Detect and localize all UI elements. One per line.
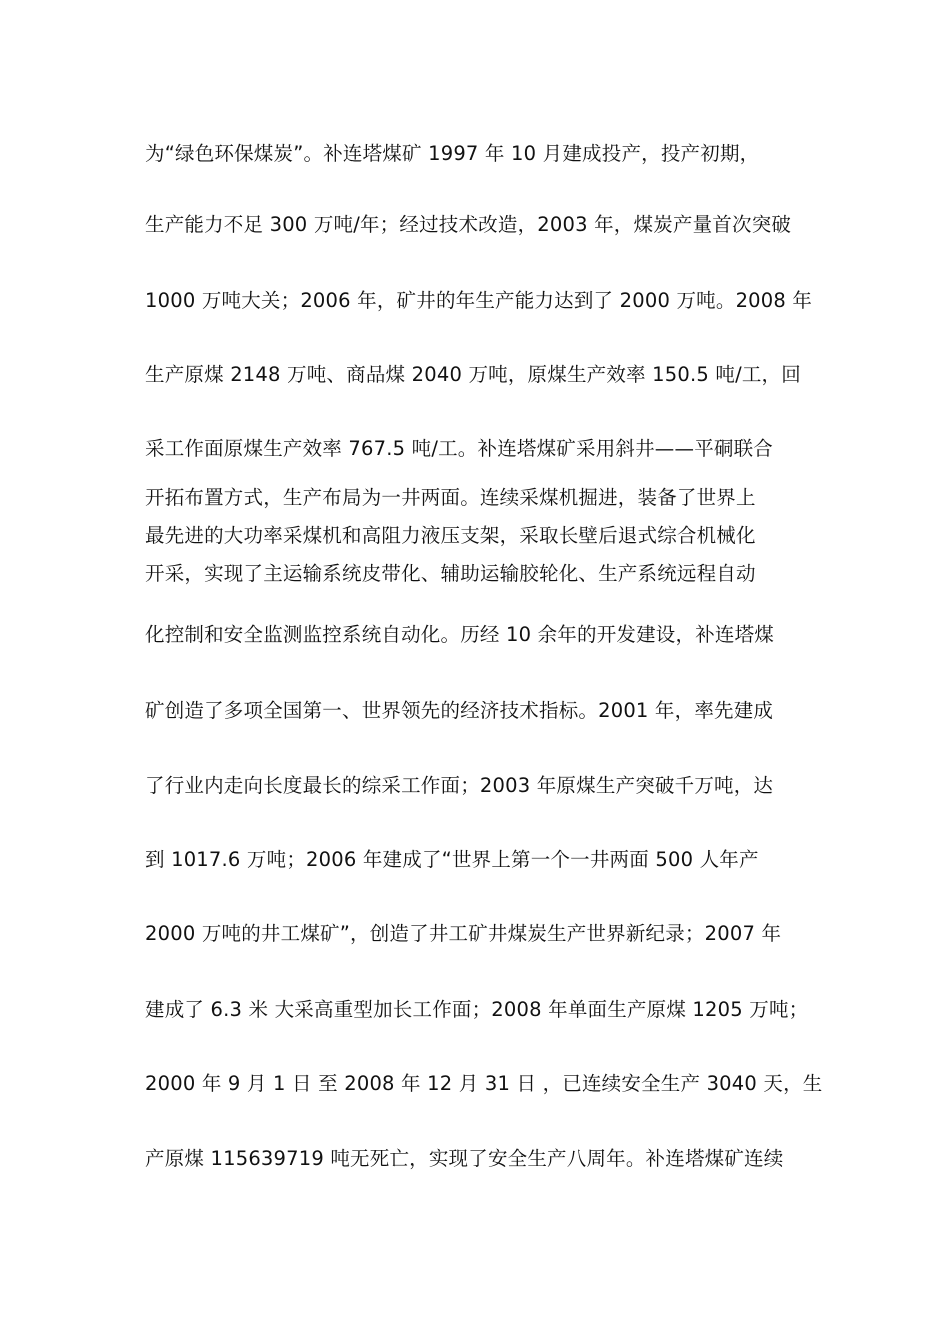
text-line-11: 了行业内走向长度最长的综采工作面；2003 年原煤生产突破千万吨，达 <box>145 774 774 797</box>
text-line-14: 建成了 6.3 米 大采高重型加长工作面；2008 年单面生产原煤 1205 万吨； <box>145 998 809 1021</box>
text-line-1: 为“绿色环保煤炭”。补连塔煤矿 1997 年 10 月建成投产，投产初期， <box>145 142 760 165</box>
text-line-3: 1000 万吨大关；2006 年，矿井的年生产能力达到了 2000 万吨。2008 年 <box>145 289 813 312</box>
text-line-4: 生产原煤 2148 万吨、商品煤 2040 万吨，原煤生产效率 150.5 吨/工，回 <box>145 363 801 386</box>
text-line-10: 矿创造了多项全国第一、世界领先的经济技术指标。2001 年，率先建成 <box>145 699 774 722</box>
text-line-2: 生产能力不足 300 万吨/年；经过技术改造，2003 年，煤炭产量首次突破 <box>145 213 792 236</box>
text-line-12: 到 1017.6 万吨；2006 年建成了“世界上第一个一井两面 500 人年产 <box>145 848 759 871</box>
text-line-7: 最先进的大功率采煤机和高阻力液压支架，采取长壁后退式综合机械化 <box>145 524 756 547</box>
text-line-8: 开采，实现了主运输系统皮带化、辅助运输胶轮化、生产系统远程自动 <box>145 562 756 585</box>
text-line-15: 2000 年 9 月 1 日 至 2008 年 12 月 31 日 ，已连续安全生产 3040 天，生 <box>145 1072 823 1095</box>
text-line-13: 2000 万吨的井工煤矿”，创造了井工矿井煤炭生产世界新纪录；2007 年 <box>145 922 782 945</box>
text-line-9: 化控制和安全监测监控系统自动化。历经 10 余年的开发建设，补连塔煤 <box>145 623 775 646</box>
text-line-5: 采工作面原煤生产效率 767.5 吨/工。补连塔煤矿采用斜井——平硐联合 <box>145 437 773 460</box>
text-line-6: 开拓布置方式，生产布局为一井两面。连续采煤机掘进，装备了世界上 <box>145 486 756 509</box>
text-line-16: 产原煤 115639719 吨无死亡，实现了安全生产八周年。补连塔煤矿连续 <box>145 1147 784 1170</box>
